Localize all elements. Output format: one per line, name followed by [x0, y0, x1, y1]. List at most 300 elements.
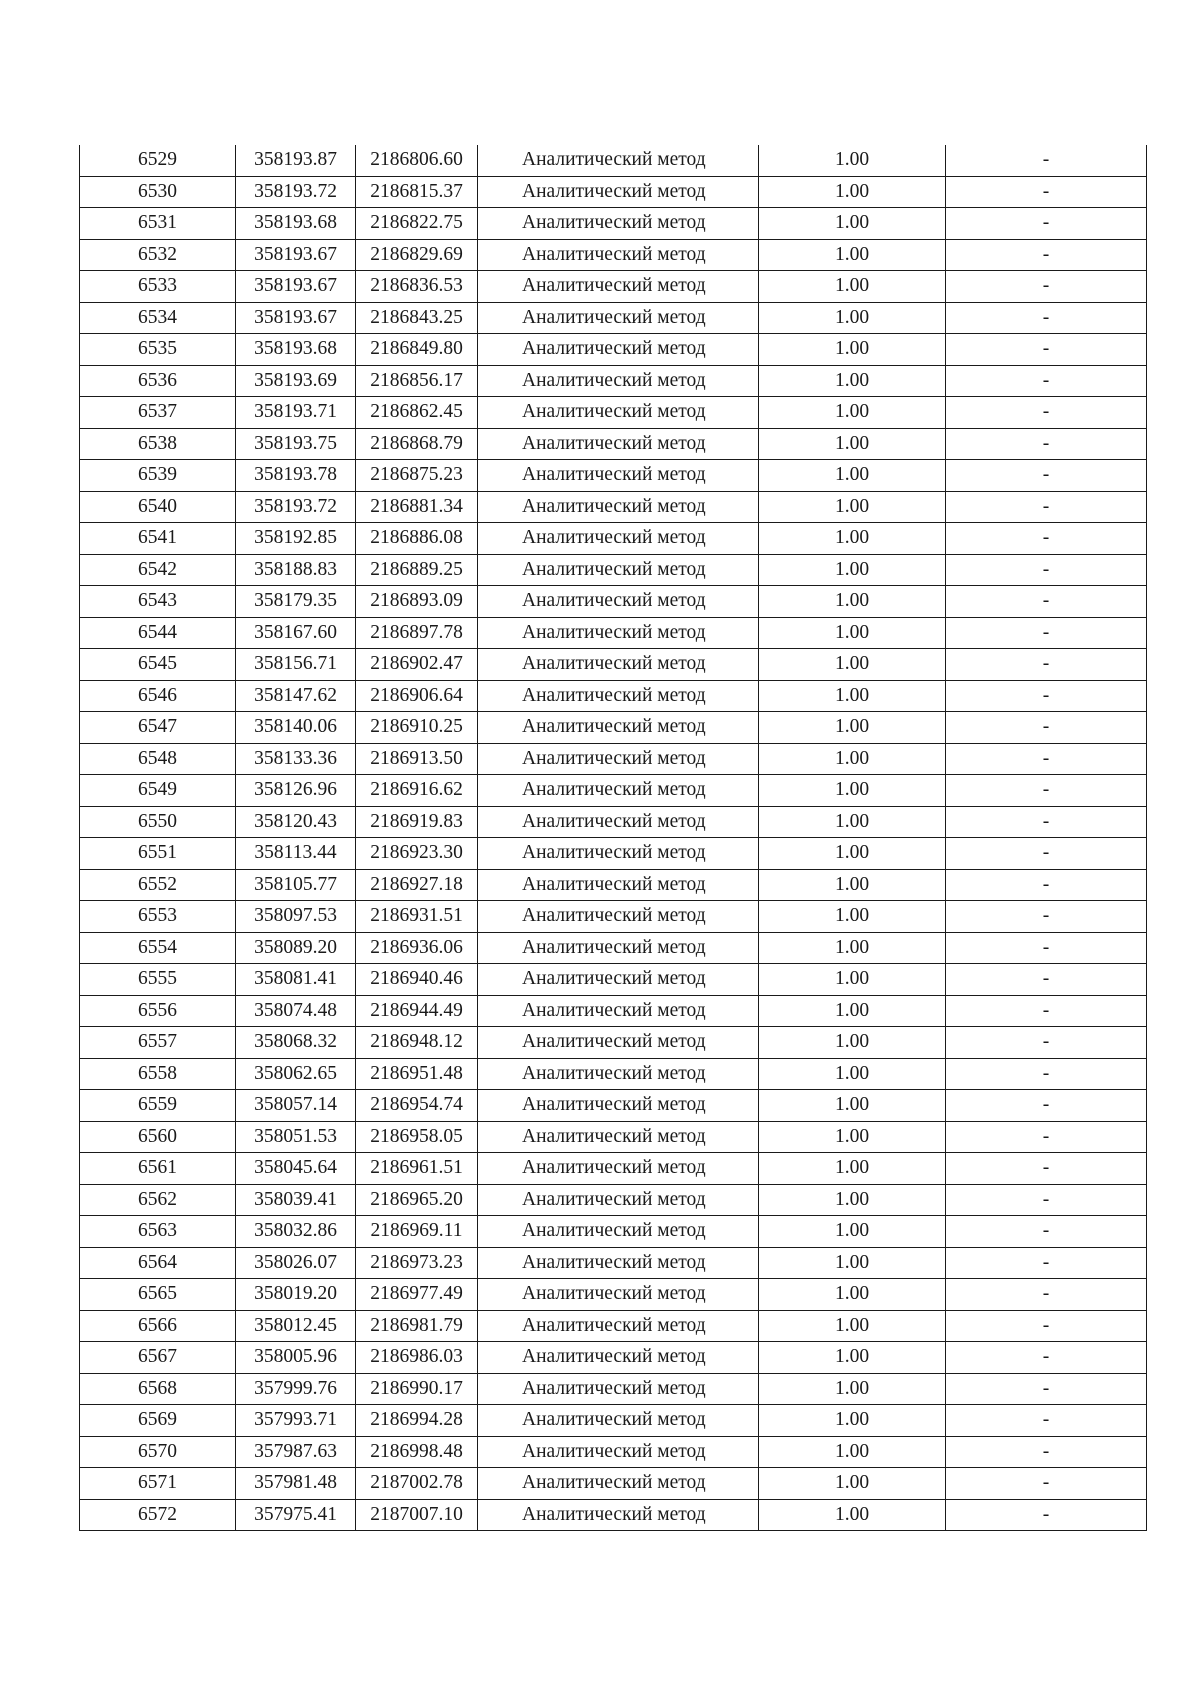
- table-row: [80, 1468, 1147, 1500]
- method-cell: Аналитический метод: [478, 995, 759, 1027]
- accuracy-cell: 1.00: [759, 523, 946, 555]
- method-cell: Аналитический метод: [478, 712, 759, 744]
- description-cell: -: [946, 208, 1147, 240]
- x-coordinate-cell: 358113.44: [236, 838, 356, 870]
- description-cell: -: [946, 334, 1147, 366]
- point-number-cell: 6561: [80, 1153, 236, 1185]
- y-coordinate-cell: 2186881.34: [356, 491, 478, 523]
- method-cell: Аналитический метод: [478, 1405, 759, 1437]
- x-coordinate-cell: 358097.53: [236, 901, 356, 933]
- point-number-cell: 6544: [80, 617, 236, 649]
- accuracy-cell: 1.00: [759, 365, 946, 397]
- description-cell: -: [946, 1247, 1147, 1279]
- table-row: [80, 1247, 1147, 1279]
- y-coordinate-cell: 2186886.08: [356, 523, 478, 555]
- accuracy-cell: 1.00: [759, 1436, 946, 1468]
- description-cell: -: [946, 428, 1147, 460]
- point-number-cell: 6570: [80, 1436, 236, 1468]
- table-row: [80, 1499, 1147, 1531]
- description-cell: -: [946, 775, 1147, 807]
- point-number-cell: 6546: [80, 680, 236, 712]
- x-coordinate-cell: 358193.78: [236, 460, 356, 492]
- method-cell: Аналитический метод: [478, 964, 759, 996]
- y-coordinate-cell: 2186822.75: [356, 208, 478, 240]
- description-cell: -: [946, 617, 1147, 649]
- y-coordinate-cell: 2186990.17: [356, 1373, 478, 1405]
- description-cell: -: [946, 1027, 1147, 1059]
- method-cell: Аналитический метод: [478, 1468, 759, 1500]
- accuracy-cell: 1.00: [759, 176, 946, 208]
- point-number-cell: 6556: [80, 995, 236, 1027]
- table-row: [80, 1121, 1147, 1153]
- accuracy-cell: 1.00: [759, 1373, 946, 1405]
- y-coordinate-cell: 2186954.74: [356, 1090, 478, 1122]
- description-cell: -: [946, 1090, 1147, 1122]
- description-cell: -: [946, 1468, 1147, 1500]
- y-coordinate-cell: 2186986.03: [356, 1342, 478, 1374]
- table-row: [80, 743, 1147, 775]
- x-coordinate-cell: 358193.69: [236, 365, 356, 397]
- y-coordinate-cell: 2186856.17: [356, 365, 478, 397]
- point-number-cell: 6558: [80, 1058, 236, 1090]
- x-coordinate-cell: 358105.77: [236, 869, 356, 901]
- table-row: [80, 554, 1147, 586]
- method-cell: Аналитический метод: [478, 680, 759, 712]
- y-coordinate-cell: 2186965.20: [356, 1184, 478, 1216]
- point-number-cell: 6560: [80, 1121, 236, 1153]
- point-number-cell: 6551: [80, 838, 236, 870]
- accuracy-cell: 1.00: [759, 1279, 946, 1311]
- table-row: [80, 491, 1147, 523]
- x-coordinate-cell: 357975.41: [236, 1499, 356, 1531]
- x-coordinate-cell: 358039.41: [236, 1184, 356, 1216]
- method-cell: Аналитический метод: [478, 302, 759, 334]
- table-row: [80, 680, 1147, 712]
- point-number-cell: 6564: [80, 1247, 236, 1279]
- table-row: [80, 1342, 1147, 1374]
- method-cell: Аналитический метод: [478, 554, 759, 586]
- point-number-cell: 6557: [80, 1027, 236, 1059]
- method-cell: Аналитический метод: [478, 1247, 759, 1279]
- point-number-cell: 6529: [80, 145, 236, 176]
- table-row: [80, 208, 1147, 240]
- y-coordinate-cell: 2186806.60: [356, 145, 478, 176]
- point-number-cell: 6532: [80, 239, 236, 271]
- x-coordinate-cell: 358019.20: [236, 1279, 356, 1311]
- coordinates-table: [79, 145, 1147, 1531]
- point-number-cell: 6572: [80, 1499, 236, 1531]
- method-cell: Аналитический метод: [478, 617, 759, 649]
- description-cell: -: [946, 239, 1147, 271]
- point-number-cell: 6534: [80, 302, 236, 334]
- table-row: [80, 460, 1147, 492]
- x-coordinate-cell: 358133.36: [236, 743, 356, 775]
- x-coordinate-cell: 358193.87: [236, 145, 356, 176]
- x-coordinate-cell: 357993.71: [236, 1405, 356, 1437]
- y-coordinate-cell: 2186951.48: [356, 1058, 478, 1090]
- accuracy-cell: 1.00: [759, 208, 946, 240]
- description-cell: -: [946, 932, 1147, 964]
- method-cell: Аналитический метод: [478, 334, 759, 366]
- y-coordinate-cell: 2186843.25: [356, 302, 478, 334]
- x-coordinate-cell: 358188.83: [236, 554, 356, 586]
- table-row: [80, 1373, 1147, 1405]
- table-row: [80, 775, 1147, 807]
- y-coordinate-cell: 2186944.49: [356, 995, 478, 1027]
- description-cell: -: [946, 964, 1147, 996]
- point-number-cell: 6566: [80, 1310, 236, 1342]
- x-coordinate-cell: 358193.68: [236, 208, 356, 240]
- description-cell: -: [946, 397, 1147, 429]
- table-row: [80, 964, 1147, 996]
- accuracy-cell: 1.00: [759, 1342, 946, 1374]
- table-row: [80, 586, 1147, 618]
- y-coordinate-cell: 2186889.25: [356, 554, 478, 586]
- table-row: [80, 901, 1147, 933]
- table-row: [80, 838, 1147, 870]
- description-cell: -: [946, 1310, 1147, 1342]
- point-number-cell: 6569: [80, 1405, 236, 1437]
- accuracy-cell: 1.00: [759, 1499, 946, 1531]
- method-cell: Аналитический метод: [478, 1342, 759, 1374]
- accuracy-cell: 1.00: [759, 806, 946, 838]
- y-coordinate-cell: 2186961.51: [356, 1153, 478, 1185]
- description-cell: -: [946, 1121, 1147, 1153]
- y-coordinate-cell: 2186902.47: [356, 649, 478, 681]
- table-row: [80, 239, 1147, 271]
- table-row: [80, 1153, 1147, 1185]
- y-coordinate-cell: 2186815.37: [356, 176, 478, 208]
- x-coordinate-cell: 358193.71: [236, 397, 356, 429]
- table-row: [80, 271, 1147, 303]
- description-cell: -: [946, 491, 1147, 523]
- method-cell: Аналитический метод: [478, 838, 759, 870]
- point-number-cell: 6537: [80, 397, 236, 429]
- method-cell: Аналитический метод: [478, 806, 759, 838]
- y-coordinate-cell: 2186868.79: [356, 428, 478, 460]
- point-number-cell: 6563: [80, 1216, 236, 1248]
- description-cell: -: [946, 145, 1147, 176]
- description-cell: -: [946, 1153, 1147, 1185]
- x-coordinate-cell: 358057.14: [236, 1090, 356, 1122]
- accuracy-cell: 1.00: [759, 1310, 946, 1342]
- x-coordinate-cell: 357999.76: [236, 1373, 356, 1405]
- table-row: [80, 1184, 1147, 1216]
- description-cell: -: [946, 869, 1147, 901]
- x-coordinate-cell: 358192.85: [236, 523, 356, 555]
- y-coordinate-cell: 2186931.51: [356, 901, 478, 933]
- x-coordinate-cell: 358005.96: [236, 1342, 356, 1374]
- x-coordinate-cell: 358026.07: [236, 1247, 356, 1279]
- y-coordinate-cell: 2186836.53: [356, 271, 478, 303]
- table-row: [80, 334, 1147, 366]
- y-coordinate-cell: 2187007.10: [356, 1499, 478, 1531]
- description-cell: -: [946, 365, 1147, 397]
- accuracy-cell: 1.00: [759, 1468, 946, 1500]
- method-cell: Аналитический метод: [478, 1279, 759, 1311]
- point-number-cell: 6547: [80, 712, 236, 744]
- description-cell: -: [946, 176, 1147, 208]
- description-cell: -: [946, 680, 1147, 712]
- accuracy-cell: 1.00: [759, 838, 946, 870]
- x-coordinate-cell: 358012.45: [236, 1310, 356, 1342]
- method-cell: Аналитический метод: [478, 1090, 759, 1122]
- x-coordinate-cell: 358193.75: [236, 428, 356, 460]
- accuracy-cell: 1.00: [759, 680, 946, 712]
- accuracy-cell: 1.00: [759, 617, 946, 649]
- method-cell: Аналитический метод: [478, 743, 759, 775]
- point-number-cell: 6541: [80, 523, 236, 555]
- table-row: [80, 1090, 1147, 1122]
- point-number-cell: 6531: [80, 208, 236, 240]
- method-cell: Аналитический метод: [478, 145, 759, 176]
- accuracy-cell: 1.00: [759, 743, 946, 775]
- point-number-cell: 6568: [80, 1373, 236, 1405]
- table-row: [80, 995, 1147, 1027]
- accuracy-cell: 1.00: [759, 1090, 946, 1122]
- description-cell: -: [946, 1373, 1147, 1405]
- table-row: [80, 176, 1147, 208]
- method-cell: Аналитический метод: [478, 523, 759, 555]
- point-number-cell: 6545: [80, 649, 236, 681]
- accuracy-cell: 1.00: [759, 712, 946, 744]
- description-cell: -: [946, 554, 1147, 586]
- y-coordinate-cell: 2186973.23: [356, 1247, 478, 1279]
- x-coordinate-cell: 358068.32: [236, 1027, 356, 1059]
- accuracy-cell: 1.00: [759, 995, 946, 1027]
- y-coordinate-cell: 2186923.30: [356, 838, 478, 870]
- method-cell: Аналитический метод: [478, 649, 759, 681]
- x-coordinate-cell: 358032.86: [236, 1216, 356, 1248]
- accuracy-cell: 1.00: [759, 775, 946, 807]
- method-cell: Аналитический метод: [478, 208, 759, 240]
- method-cell: Аналитический метод: [478, 775, 759, 807]
- description-cell: -: [946, 901, 1147, 933]
- table-row: [80, 1058, 1147, 1090]
- table-row: [80, 806, 1147, 838]
- accuracy-cell: 1.00: [759, 1216, 946, 1248]
- method-cell: Аналитический метод: [478, 932, 759, 964]
- description-cell: -: [946, 1184, 1147, 1216]
- description-cell: -: [946, 1405, 1147, 1437]
- description-cell: -: [946, 1216, 1147, 1248]
- table-row: [80, 1216, 1147, 1248]
- method-cell: Аналитический метод: [478, 460, 759, 492]
- point-number-cell: 6536: [80, 365, 236, 397]
- description-cell: -: [946, 806, 1147, 838]
- method-cell: Аналитический метод: [478, 491, 759, 523]
- method-cell: Аналитический метод: [478, 1373, 759, 1405]
- description-cell: -: [946, 271, 1147, 303]
- x-coordinate-cell: 358193.67: [236, 271, 356, 303]
- accuracy-cell: 1.00: [759, 397, 946, 429]
- method-cell: Аналитический метод: [478, 239, 759, 271]
- table-row: [80, 1436, 1147, 1468]
- method-cell: Аналитический метод: [478, 1153, 759, 1185]
- description-cell: -: [946, 1499, 1147, 1531]
- x-coordinate-cell: 358193.72: [236, 176, 356, 208]
- table-row: [80, 1279, 1147, 1311]
- method-cell: Аналитический метод: [478, 1436, 759, 1468]
- x-coordinate-cell: 358126.96: [236, 775, 356, 807]
- accuracy-cell: 1.00: [759, 1058, 946, 1090]
- method-cell: Аналитический метод: [478, 586, 759, 618]
- description-cell: -: [946, 649, 1147, 681]
- point-number-cell: 6530: [80, 176, 236, 208]
- y-coordinate-cell: 2186919.83: [356, 806, 478, 838]
- accuracy-cell: 1.00: [759, 932, 946, 964]
- x-coordinate-cell: 358156.71: [236, 649, 356, 681]
- description-cell: -: [946, 1058, 1147, 1090]
- method-cell: Аналитический метод: [478, 176, 759, 208]
- y-coordinate-cell: 2186969.11: [356, 1216, 478, 1248]
- x-coordinate-cell: 358140.06: [236, 712, 356, 744]
- table-row: [80, 1027, 1147, 1059]
- x-coordinate-cell: 358193.67: [236, 302, 356, 334]
- point-number-cell: 6562: [80, 1184, 236, 1216]
- x-coordinate-cell: 358074.48: [236, 995, 356, 1027]
- y-coordinate-cell: 2186910.25: [356, 712, 478, 744]
- table-row: [80, 617, 1147, 649]
- method-cell: Аналитический метод: [478, 1499, 759, 1531]
- x-coordinate-cell: 358167.60: [236, 617, 356, 649]
- x-coordinate-cell: 358062.65: [236, 1058, 356, 1090]
- point-number-cell: 6538: [80, 428, 236, 460]
- table-row: [80, 523, 1147, 555]
- method-cell: Аналитический метод: [478, 1027, 759, 1059]
- method-cell: Аналитический метод: [478, 901, 759, 933]
- method-cell: Аналитический метод: [478, 1184, 759, 1216]
- point-number-cell: 6550: [80, 806, 236, 838]
- y-coordinate-cell: 2186998.48: [356, 1436, 478, 1468]
- y-coordinate-cell: 2186829.69: [356, 239, 478, 271]
- y-coordinate-cell: 2186875.23: [356, 460, 478, 492]
- point-number-cell: 6540: [80, 491, 236, 523]
- table-row: [80, 145, 1147, 176]
- accuracy-cell: 1.00: [759, 964, 946, 996]
- accuracy-cell: 1.00: [759, 1184, 946, 1216]
- point-number-cell: 6533: [80, 271, 236, 303]
- point-number-cell: 6565: [80, 1279, 236, 1311]
- y-coordinate-cell: 2186927.18: [356, 869, 478, 901]
- description-cell: -: [946, 1342, 1147, 1374]
- y-coordinate-cell: 2186893.09: [356, 586, 478, 618]
- accuracy-cell: 1.00: [759, 554, 946, 586]
- y-coordinate-cell: 2186981.79: [356, 1310, 478, 1342]
- accuracy-cell: 1.00: [759, 460, 946, 492]
- x-coordinate-cell: 358081.41: [236, 964, 356, 996]
- point-number-cell: 6552: [80, 869, 236, 901]
- point-number-cell: 6559: [80, 1090, 236, 1122]
- x-coordinate-cell: 358193.67: [236, 239, 356, 271]
- description-cell: -: [946, 1279, 1147, 1311]
- x-coordinate-cell: 358193.72: [236, 491, 356, 523]
- x-coordinate-cell: 358147.62: [236, 680, 356, 712]
- description-cell: -: [946, 743, 1147, 775]
- accuracy-cell: 1.00: [759, 491, 946, 523]
- method-cell: Аналитический метод: [478, 428, 759, 460]
- description-cell: -: [946, 838, 1147, 870]
- x-coordinate-cell: 358193.68: [236, 334, 356, 366]
- description-cell: -: [946, 995, 1147, 1027]
- accuracy-cell: 1.00: [759, 1247, 946, 1279]
- accuracy-cell: 1.00: [759, 239, 946, 271]
- method-cell: Аналитический метод: [478, 1121, 759, 1153]
- accuracy-cell: 1.00: [759, 1121, 946, 1153]
- table-row: [80, 428, 1147, 460]
- accuracy-cell: 1.00: [759, 334, 946, 366]
- table-row: [80, 1405, 1147, 1437]
- x-coordinate-cell: 357987.63: [236, 1436, 356, 1468]
- accuracy-cell: 1.00: [759, 649, 946, 681]
- accuracy-cell: 1.00: [759, 869, 946, 901]
- accuracy-cell: 1.00: [759, 271, 946, 303]
- y-coordinate-cell: 2186849.80: [356, 334, 478, 366]
- point-number-cell: 6548: [80, 743, 236, 775]
- method-cell: Аналитический метод: [478, 271, 759, 303]
- description-cell: -: [946, 1436, 1147, 1468]
- y-coordinate-cell: 2186862.45: [356, 397, 478, 429]
- x-coordinate-cell: 358120.43: [236, 806, 356, 838]
- method-cell: Аналитический метод: [478, 1216, 759, 1248]
- table-row: [80, 932, 1147, 964]
- point-number-cell: 6571: [80, 1468, 236, 1500]
- accuracy-cell: 1.00: [759, 145, 946, 176]
- method-cell: Аналитический метод: [478, 397, 759, 429]
- method-cell: Аналитический метод: [478, 365, 759, 397]
- accuracy-cell: 1.00: [759, 1027, 946, 1059]
- y-coordinate-cell: 2186906.64: [356, 680, 478, 712]
- table-row: [80, 712, 1147, 744]
- description-cell: -: [946, 523, 1147, 555]
- method-cell: Аналитический метод: [478, 869, 759, 901]
- table-row: [80, 365, 1147, 397]
- y-coordinate-cell: 2186913.50: [356, 743, 478, 775]
- x-coordinate-cell: 358089.20: [236, 932, 356, 964]
- coordinates-table-body: [80, 145, 1147, 1531]
- point-number-cell: 6554: [80, 932, 236, 964]
- x-coordinate-cell: 358179.35: [236, 586, 356, 618]
- accuracy-cell: 1.00: [759, 1153, 946, 1185]
- accuracy-cell: 1.00: [759, 428, 946, 460]
- description-cell: -: [946, 460, 1147, 492]
- y-coordinate-cell: 2186977.49: [356, 1279, 478, 1311]
- point-number-cell: 6567: [80, 1342, 236, 1374]
- x-coordinate-cell: 358045.64: [236, 1153, 356, 1185]
- x-coordinate-cell: 358051.53: [236, 1121, 356, 1153]
- x-coordinate-cell: 357981.48: [236, 1468, 356, 1500]
- description-cell: -: [946, 712, 1147, 744]
- method-cell: Аналитический метод: [478, 1058, 759, 1090]
- table-row: [80, 649, 1147, 681]
- table-row: [80, 302, 1147, 334]
- table-row: [80, 1310, 1147, 1342]
- accuracy-cell: 1.00: [759, 302, 946, 334]
- point-number-cell: 6543: [80, 586, 236, 618]
- y-coordinate-cell: 2186958.05: [356, 1121, 478, 1153]
- description-cell: -: [946, 302, 1147, 334]
- point-number-cell: 6539: [80, 460, 236, 492]
- table-row: [80, 869, 1147, 901]
- y-coordinate-cell: 2186916.62: [356, 775, 478, 807]
- point-number-cell: 6535: [80, 334, 236, 366]
- y-coordinate-cell: 2187002.78: [356, 1468, 478, 1500]
- method-cell: Аналитический метод: [478, 1310, 759, 1342]
- accuracy-cell: 1.00: [759, 1405, 946, 1437]
- point-number-cell: 6549: [80, 775, 236, 807]
- y-coordinate-cell: 2186948.12: [356, 1027, 478, 1059]
- point-number-cell: 6553: [80, 901, 236, 933]
